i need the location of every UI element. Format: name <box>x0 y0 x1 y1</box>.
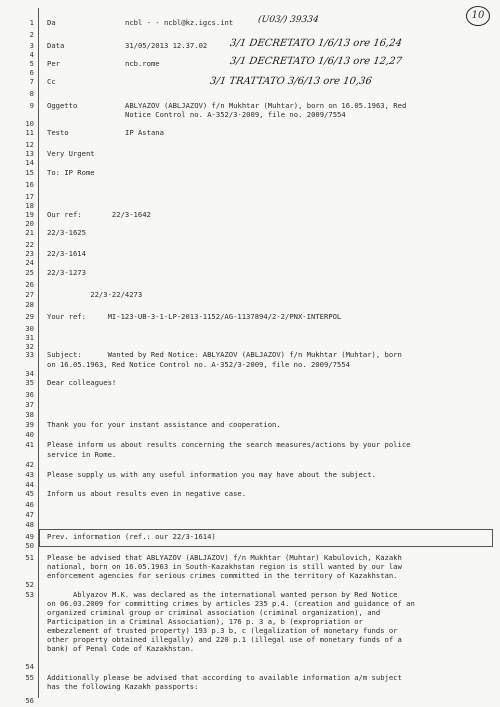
per-value: ncb.rome <box>125 59 160 68</box>
line-number: 9 <box>29 101 34 110</box>
line-number: 54 <box>25 662 34 671</box>
request-line-2: service in Rome. <box>47 450 117 459</box>
line-number: 24 <box>25 258 34 267</box>
per-label: Per <box>47 59 60 68</box>
data-label: Data <box>47 41 65 50</box>
line-number: 53 <box>25 590 34 599</box>
para-1-line-3: enforcement agencies for serious crimes committed in the territory of Kazakhstan. <box>47 571 398 580</box>
line-number-divider <box>38 8 39 698</box>
our-ref-4: 22/3-1273 <box>47 268 86 277</box>
line-number: 8 <box>29 89 34 98</box>
line-number: 6 <box>29 68 34 77</box>
da-label: Da <box>47 18 56 27</box>
line-number: 46 <box>25 500 34 509</box>
line-number: 10 <box>25 119 34 128</box>
para-2-line-4: Participation in a Criminal Association), 176 p. 3 a, b (expropriation or <box>47 617 363 626</box>
line-number: 7 <box>29 77 34 86</box>
urgency-line: Very Urgent <box>47 149 95 158</box>
data-value: 31/05/2013 12.37.02 <box>125 41 208 50</box>
header-testo <box>47 128 490 137</box>
testo-label: Testo <box>47 128 69 137</box>
line-number: 55 <box>25 673 34 682</box>
prev-info-line: Prev. information (ref.: our 22/3-1614) <box>47 532 216 541</box>
line-number: 30 <box>25 324 34 333</box>
request-line-1: Please inform us about results concerning the search measures/actions by your police <box>47 440 411 449</box>
line-number: 3 <box>29 41 34 50</box>
line-number: 45 <box>25 489 34 498</box>
handwritten-note-cc: 3/1 TRATTATO 3/6/13 ore 10,36 <box>209 76 373 87</box>
line-number: 1 <box>29 18 34 27</box>
line-number: 56 <box>25 696 34 705</box>
line-number: 22 <box>25 240 34 249</box>
para-2-line-6: other property obtained illegally) and 220 p.1 (illegal use of monetary funds of a <box>47 635 402 644</box>
line-number: 4 <box>29 50 34 59</box>
line-number: 19 <box>25 210 34 219</box>
subject-line-2: on 16.05.1963, Red Notice Control no. A-352/3-2009, file no. 2009/7554 <box>47 360 350 369</box>
line-number: 23 <box>25 249 34 258</box>
line-number: 29 <box>25 312 34 321</box>
para-2-line-2: on 06.03.2009 for committing crimes by articles 235 p.4. (creation and guidance of an <box>47 599 415 608</box>
line-number: 44 <box>25 480 34 489</box>
handwritten-note-data: 3/1 DECRETATO 1/6/13 ore 16,24 <box>229 38 403 49</box>
your-ref-line: Your ref: MI-123-UB-3-1-LP-2013-1152/AG-1137894/2-2/PNX-INTERPOL <box>47 312 342 321</box>
line-number: 14 <box>25 158 34 167</box>
supply-info-line: Please supply us with any useful information you may have about the subject. <box>47 470 376 479</box>
line-number: 27 <box>25 290 34 299</box>
page-number-circle: 10 <box>466 6 490 26</box>
line-number: 33 <box>25 350 34 359</box>
line-number: 48 <box>25 520 34 529</box>
thanks-line: Thank you for your instant assistance and cooperation. <box>47 420 281 429</box>
para-3-line-2: has the following Kazakh passports: <box>47 682 199 691</box>
para-2-line-3: organized criminal group or criminal association (criminal organization), and <box>47 608 381 617</box>
line-number: 26 <box>25 280 34 289</box>
handwritten-protocol-number: (U03/) 39334 <box>257 15 320 25</box>
header-oggetto <box>47 101 490 110</box>
oggetto-value-1: ABLYAZOV (ABLJAZOV) f/n Mukhtar (Muhtar), born on 16.05.1963, Red <box>125 101 407 110</box>
line-number: 2 <box>29 30 34 39</box>
testo-value: IP Astana <box>125 128 164 137</box>
line-number: 51 <box>25 553 34 562</box>
line-number: 12 <box>25 140 34 149</box>
line-number: 28 <box>25 300 34 309</box>
oggetto-label: Oggetto <box>47 101 78 110</box>
line-number: 40 <box>25 430 34 439</box>
oggetto-value-2: Notice Control no. A-352/3-2009, file no. 2009/7554 <box>125 110 346 119</box>
line-number: 21 <box>25 228 34 237</box>
line-number: 20 <box>25 219 34 228</box>
line-number: 49 <box>25 532 34 541</box>
line-number: 15 <box>25 168 34 177</box>
line-number: 18 <box>25 201 34 210</box>
line-number: 35 <box>25 378 34 387</box>
our-ref-5: 22/3-22/4273 <box>47 290 143 299</box>
line-number: 43 <box>25 470 34 479</box>
handwritten-note-per: 3/1 DECRETATO 1/6/13 ore 12,27 <box>229 56 403 67</box>
line-number: 32 <box>25 342 34 351</box>
line-number: 16 <box>25 180 34 189</box>
para-1-line-2: national, born on 16.05.1963 in South-Kazakhstan region is still wanted by our law <box>47 562 402 571</box>
line-number: 37 <box>25 400 34 409</box>
line-number: 11 <box>25 128 34 137</box>
line-number: 41 <box>25 440 34 449</box>
line-number: 38 <box>25 410 34 419</box>
line-number: 36 <box>25 390 34 399</box>
cc-label: Cc <box>47 77 56 86</box>
salutation: Dear colleagues! <box>47 378 117 387</box>
line-number: 47 <box>25 510 34 519</box>
line-number: 13 <box>25 149 34 158</box>
para-2-line-7: bank) of Penal Code of Kazakhstan. <box>47 644 195 653</box>
line-number: 25 <box>25 268 34 277</box>
our-ref-3: 22/3-1614 <box>47 249 86 258</box>
line-number: 31 <box>25 333 34 342</box>
para-3-line-1: Additionally please be advised that according to available information a/m subject <box>47 673 402 682</box>
line-number: 42 <box>25 460 34 469</box>
da-value: ncbl - - ncbl@kz.igcs.int <box>125 18 234 27</box>
subject-line-1: Subject: Wanted by Red Notice: ABLYAZOV (ABLJAZOV) f/n Mukhtar (Muhtar), born <box>47 350 402 359</box>
para-1-line-1: Please be advised that ABLYAZOV (ABLJAZOV) f/n Mukhtar (Muhtar) Kabulovich, Kazakh <box>47 553 402 562</box>
recipient-line: To: IP Rome <box>47 168 95 177</box>
line-number: 34 <box>25 369 34 378</box>
negative-case-line: Inform us about results even in negative case. <box>47 489 247 498</box>
line-number: 17 <box>25 192 34 201</box>
line-number: 39 <box>25 420 34 429</box>
our-ref-2: 22/3-1625 <box>47 228 86 237</box>
our-ref-line: Our ref: 22/3-1642 <box>47 210 151 219</box>
line-number: 5 <box>29 59 34 68</box>
para-2-line-1: Ablyazov M.K. was declared as the international wanted person by Red Notice <box>47 590 398 599</box>
line-number: 50 <box>25 541 34 550</box>
para-2-line-5: embezzlement of trusted property) 193 p.3 b, c (legalization of monetary funds or <box>47 626 398 635</box>
line-number: 52 <box>25 580 34 589</box>
